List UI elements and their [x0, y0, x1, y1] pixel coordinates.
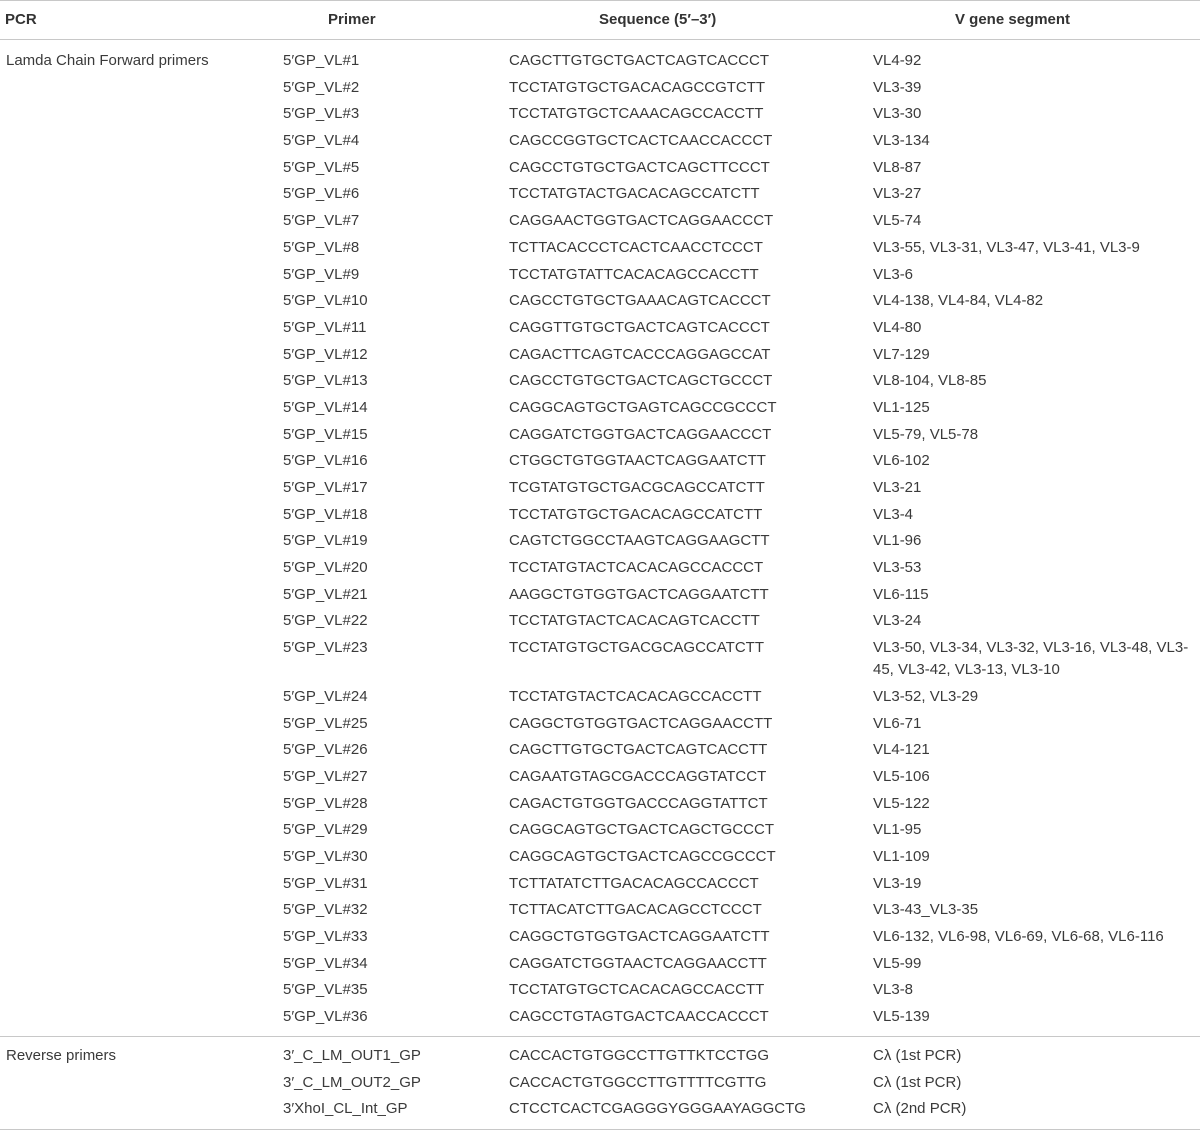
pcr-group-cell — [0, 395, 270, 422]
table-row — [0, 1004, 1200, 1037]
table-row — [0, 635, 1200, 684]
pcr-group-cell — [0, 528, 270, 555]
v-gene-segment-cell: VL3-50, VL3-34, VL3-32, VL3-16, VL3-48, VL3-45, VL3-42, VL3-13, VL3-10 — [873, 639, 1189, 679]
primer-cell: 5′GP_VL#32 — [283, 901, 368, 919]
v-gene-segment-cell: VL4-121 — [873, 741, 930, 759]
sequence-cell: CAGGCTGTGGTGACTCAGGAATCTT — [509, 928, 770, 945]
v-gene-segment-cell: VL5-74 — [873, 212, 922, 230]
v-gene-segment-cell: VL6-132, VL6-98, VL6-69, VL6-68, VL6-116 — [873, 928, 1164, 945]
pcr-group-cell — [0, 791, 270, 818]
v-gene-segment-cell: VL5-122 — [873, 794, 930, 812]
pcr-group-cell — [0, 422, 270, 449]
primer-cell: 5′GP_VL#1 — [283, 52, 360, 69]
v-gene-segment-cell: VL1-95 — [873, 821, 922, 839]
table-row — [0, 684, 1200, 711]
pcr-group-cell — [0, 155, 270, 182]
table-row — [0, 844, 1200, 871]
primer-cell: 5′GP_VL#36 — [283, 1008, 368, 1026]
primer-cell: 5′GP_VL#17 — [283, 479, 368, 496]
v-gene-segment-cell: VL6-102 — [873, 452, 930, 470]
pcr-group-cell — [0, 235, 270, 262]
table-header — [0, 1, 1200, 40]
pcr-group-cell — [0, 315, 270, 342]
primer-cell: 5′GP_VL#4 — [283, 132, 360, 150]
pcr-group-cell — [0, 684, 270, 711]
pcr-group-cell — [0, 635, 270, 684]
primer-cell: 5′GP_VL#27 — [283, 767, 368, 785]
v-gene-segment-cell: VL3-8 — [873, 981, 914, 999]
primer-cell: 5′GP_VL#20 — [283, 559, 368, 577]
pcr-group-cell — [0, 502, 270, 529]
table-row — [0, 475, 1200, 502]
v-gene-segment-cell: VL3-39 — [873, 78, 922, 96]
primer-cell: 5′GP_VL#3 — [283, 105, 360, 123]
table-row — [0, 40, 1200, 75]
sequence-cell: TCGTATGTGCTGACGCAGCCATCTT — [509, 479, 765, 496]
sequence-cell: TCCTATGTGCTGACACAGCCGTCTT — [509, 78, 766, 96]
pcr-group-cell — [0, 475, 270, 502]
pcr-group-cell — [0, 924, 270, 951]
sequence-cell: CACCACTGTGGCCTTGTTTTCGTTG — [509, 1073, 767, 1091]
table-row — [0, 528, 1200, 555]
row-group — [0, 40, 1200, 1037]
table-row — [0, 977, 1200, 1004]
v-gene-segment-cell: VL3-24 — [873, 612, 922, 630]
table-row — [0, 1096, 1200, 1130]
v-gene-segment-cell: Cλ (1st PCR) — [873, 1073, 962, 1091]
sequence-cell: CAGAATGTAGCGACCCAGGTATCCT — [509, 767, 767, 785]
v-gene-segment-cell: VL3-53 — [873, 559, 922, 577]
sequence-cell: CTCCTCACTCGAGGGYGGGAAYAGGCTG — [509, 1100, 806, 1118]
table-row — [0, 128, 1200, 155]
primer-cell: 5′GP_VL#24 — [283, 687, 368, 705]
primer-cell: 5′GP_VL#18 — [283, 505, 368, 523]
table-row — [0, 555, 1200, 582]
primer-cell: 5′GP_VL#16 — [283, 452, 368, 470]
table-row — [0, 871, 1200, 898]
v-gene-segment-cell: VL3-19 — [873, 874, 922, 892]
table-row — [0, 262, 1200, 289]
primer-cell: 3′XhoI_CL_Int_GP — [283, 1100, 408, 1118]
primer-cell: 5′GP_VL#34 — [283, 954, 368, 972]
v-gene-segment-cell: VL3-4 — [873, 505, 914, 523]
pcr-group-cell — [0, 582, 270, 609]
primer-cell: 5′GP_VL#9 — [283, 265, 360, 283]
v-gene-segment-cell: VL4-80 — [873, 318, 922, 336]
table-row — [0, 924, 1200, 951]
v-gene-segment-cell: VL3-55, VL3-31, VL3-47, VL3-41, VL3-9 — [873, 238, 1140, 256]
pcr-group-cell — [0, 101, 270, 128]
table-row — [0, 1037, 1200, 1070]
v-gene-segment-cell: VL5-99 — [873, 954, 922, 972]
primer-cell: 5′GP_VL#15 — [283, 425, 368, 443]
table-row — [0, 288, 1200, 315]
pcr-group-cell — [0, 1070, 270, 1097]
primer-cell: 5′GP_VL#33 — [283, 928, 368, 945]
sequence-cell: CAGGCTGTGGTGACTCAGGAACCTT — [509, 714, 773, 732]
pcr-group-cell — [0, 871, 270, 898]
sequence-cell: CAGACTGTGGTGACCCAGGTATTCT — [509, 794, 768, 812]
table-row — [0, 395, 1200, 422]
sequence-cell: TCCTATGTGCTCACACAGCCACCTT — [509, 981, 765, 999]
v-gene-segment-cell: Cλ (1st PCR) — [873, 1047, 962, 1065]
v-gene-segment-cell: VL4-138, VL4-84, VL4-82 — [873, 292, 1044, 310]
primer-cell: 5′GP_VL#11 — [283, 318, 367, 336]
v-gene-segment-cell: VL5-106 — [873, 767, 930, 785]
table-row — [0, 75, 1200, 102]
pcr-group-cell — [0, 1004, 270, 1037]
primer-cell: 5′GP_VL#14 — [283, 398, 368, 416]
primer-cell: 5′GP_VL#31 — [283, 874, 368, 892]
table-row — [0, 422, 1200, 449]
primer-cell: 5′GP_VL#35 — [283, 981, 368, 999]
sequence-cell: CAGCCTGTAGTGACTCAACCACCCT — [509, 1008, 769, 1026]
table-row — [0, 608, 1200, 635]
table-row — [0, 817, 1200, 844]
table-row — [0, 502, 1200, 529]
pcr-group-cell — [0, 737, 270, 764]
sequence-cell: CACCACTGTGGCCTTGTTKTCCTGG — [509, 1047, 769, 1065]
sequence-cell: CAGGTTGTGCTGACTCAGTCACCCT — [509, 318, 770, 336]
table-row — [0, 235, 1200, 262]
sequence-cell: TCTTATATCTTGACACAGCCACCCT — [509, 874, 759, 892]
v-gene-segment-cell: VL5-79, VL5-78 — [873, 425, 979, 443]
v-gene-segment-cell: VL6-115 — [873, 585, 929, 603]
primer-cell: 5′GP_VL#22 — [283, 612, 368, 630]
sequence-cell: CAGGCAGTGCTGACTCAGCTGCCCT — [509, 821, 774, 839]
pcr-group-cell — [0, 897, 270, 924]
pcr-group-cell — [0, 208, 270, 235]
sequence-cell: CAGCCTGTGCTGAAACAGTCACCCT — [509, 292, 771, 310]
primer-cell: 5′GP_VL#25 — [283, 714, 368, 732]
sequence-cell: TCCTATGTGCTCAAACAGCCACCTT — [509, 105, 764, 123]
primer-cell: 5′GP_VL#30 — [283, 847, 368, 865]
sequence-cell: TCCTATGTACTCACACAGCCACCTT — [509, 687, 762, 705]
pcr-group-cell — [0, 764, 270, 791]
primer-cell: 5′GP_VL#21 — [283, 585, 368, 603]
primer-cell: 5′GP_VL#28 — [283, 794, 368, 812]
pcr-group-cell — [0, 128, 270, 155]
pcr-group-cell — [0, 977, 270, 1004]
primer-cell: 5′GP_VL#2 — [283, 78, 360, 96]
sequence-cell: TCTTACATCTTGACACAGCCTCCCT — [509, 901, 762, 919]
pcr-group-cell — [0, 555, 270, 582]
pcr-group-cell — [0, 608, 270, 635]
sequence-cell: TCCTATGTATTCACACAGCCACCTT — [509, 265, 759, 283]
pcr-group-cell — [0, 951, 270, 978]
pcr-group-cell — [0, 368, 270, 395]
v-gene-segment-cell: VL3-43_VL3-35 — [873, 901, 979, 919]
table-row — [0, 711, 1200, 738]
sequence-cell: CAGCCGGTGCTCACTCAACCACCCT — [509, 132, 773, 150]
primer-cell: 5′GP_VL#10 — [283, 292, 368, 310]
primer-cell: 5′GP_VL#19 — [283, 532, 368, 550]
primer-cell: 5′GP_VL#29 — [283, 821, 368, 839]
v-gene-segment-cell: VL4-92 — [873, 52, 922, 69]
primer-cell: 5′GP_VL#5 — [283, 158, 360, 176]
v-gene-segment-cell: VL1-125 — [873, 398, 930, 416]
sequence-cell: TCCTATGTACTGACACAGCCATCTT — [509, 185, 760, 203]
sequence-cell: CAGACTTCAGTCACCCAGGAGCCAT — [509, 345, 771, 363]
pcr-group-cell — [0, 1096, 270, 1130]
header-primer: Primer — [328, 11, 376, 28]
pcr-group-cell — [0, 844, 270, 871]
table-row — [0, 764, 1200, 791]
v-gene-segment-cell: Cλ (2nd PCR) — [873, 1100, 967, 1118]
v-gene-segment-cell: VL1-109 — [873, 847, 930, 865]
v-gene-segment-cell: VL8-104, VL8-85 — [873, 372, 987, 390]
sequence-cell: CAGCCTGTGCTGACTCAGCTTCCCT — [509, 158, 770, 176]
v-gene-segment-cell: VL3-134 — [873, 132, 930, 150]
sequence-cell: TCCTATGTACTCACACAGTCACCTT — [509, 612, 760, 630]
table-row — [0, 155, 1200, 182]
sequence-cell: CAGCTTGTGCTGACTCAGTCACCTT — [509, 741, 768, 759]
table-row — [0, 181, 1200, 208]
v-gene-segment-cell: VL6-71 — [873, 714, 922, 732]
sequence-cell: CAGGAACTGGTGACTCAGGAACCCT — [509, 212, 774, 230]
v-gene-segment-cell: VL5-139 — [873, 1008, 930, 1026]
table-row — [0, 368, 1200, 395]
table-row — [0, 1070, 1200, 1097]
table-row — [0, 448, 1200, 475]
table-row — [0, 737, 1200, 764]
table-row — [0, 101, 1200, 128]
table-row — [0, 582, 1200, 609]
table-row — [0, 951, 1200, 978]
primer-cell: 5′GP_VL#6 — [283, 185, 360, 203]
v-gene-segment-cell: VL3-21 — [873, 479, 922, 496]
sequence-cell: CAGGATCTGGTGACTCAGGAACCCT — [509, 425, 772, 443]
v-gene-segment-cell: VL3-27 — [873, 185, 922, 203]
pcr-group-cell — [0, 342, 270, 369]
pcr-group-cell — [0, 448, 270, 475]
header-sequence: Sequence (5′–3′) — [599, 11, 717, 28]
primer-cell: 3′_C_LM_OUT1_GP — [283, 1047, 421, 1065]
sequence-cell: TCCTATGTGCTGACACAGCCATCTT — [509, 505, 763, 523]
table-row — [0, 315, 1200, 342]
sequence-cell: TCCTATGTACTCACACAGCCACCCT — [509, 559, 764, 577]
table-row — [0, 342, 1200, 369]
pcr-group-cell — [0, 711, 270, 738]
v-gene-segment-cell: VL1-96 — [873, 532, 922, 550]
sequence-cell: TCCTATGTGCTGACGCAGCCATCTT — [509, 639, 764, 657]
v-gene-segment-cell: VL3-6 — [873, 265, 914, 283]
pcr-group-cell — [0, 288, 270, 315]
row-group — [0, 1037, 1200, 1130]
sequence-cell: CAGTCTGGCCTAAGTCAGGAAGCTT — [509, 532, 770, 550]
pcr-group-cell: Lamda Chain Forward primers — [6, 52, 209, 69]
pcr-group-cell — [0, 75, 270, 102]
primer-cell: 3′_C_LM_OUT2_GP — [283, 1073, 421, 1091]
header-pcr: PCR — [5, 11, 37, 28]
primer-cell: 5′GP_VL#8 — [283, 238, 360, 256]
header-row — [0, 1, 1200, 40]
pcr-group-cell: Reverse primers — [6, 1047, 117, 1065]
v-gene-segment-cell: VL8-87 — [873, 158, 922, 176]
sequence-cell: CAGCTTGTGCTGACTCAGTCACCCT — [509, 52, 769, 69]
sequence-cell: CAGGCAGTGCTGAGTCAGCCGCCCT — [509, 398, 777, 416]
sequence-cell: CAGGCAGTGCTGACTCAGCCGCCCT — [509, 847, 776, 865]
v-gene-segment-cell: VL3-52, VL3-29 — [873, 687, 979, 705]
table-row — [0, 791, 1200, 818]
table-row — [0, 208, 1200, 235]
sequence-cell: TCTTACACCCTCACTCAACCTCCCT — [509, 238, 763, 256]
pcr-group-cell — [0, 817, 270, 844]
v-gene-segment-cell: VL7-129 — [873, 345, 930, 363]
v-gene-segment-cell: VL3-30 — [873, 105, 922, 123]
primer-cell: 5′GP_VL#23 — [283, 639, 368, 657]
pcr-group-cell — [0, 262, 270, 289]
pcr-group-cell — [0, 181, 270, 208]
table-row — [0, 897, 1200, 924]
primer-cell: 5′GP_VL#26 — [283, 741, 368, 759]
sequence-cell: CAGGATCTGGTAACTCAGGAACCTT — [509, 954, 767, 972]
sequence-cell: CTGGCTGTGGTAACTCAGGAATCTT — [509, 452, 766, 470]
sequence-cell: AAGGCTGTGGTGACTCAGGAATCTT — [509, 585, 769, 603]
sequence-cell: CAGCCTGTGCTGACTCAGCTGCCCT — [509, 372, 773, 390]
header-v-gene-segment: V gene segment — [955, 11, 1071, 28]
primer-cell: 5′GP_VL#7 — [283, 212, 360, 230]
primer-cell: 5′GP_VL#12 — [283, 345, 368, 363]
primer-cell: 5′GP_VL#13 — [283, 372, 368, 390]
